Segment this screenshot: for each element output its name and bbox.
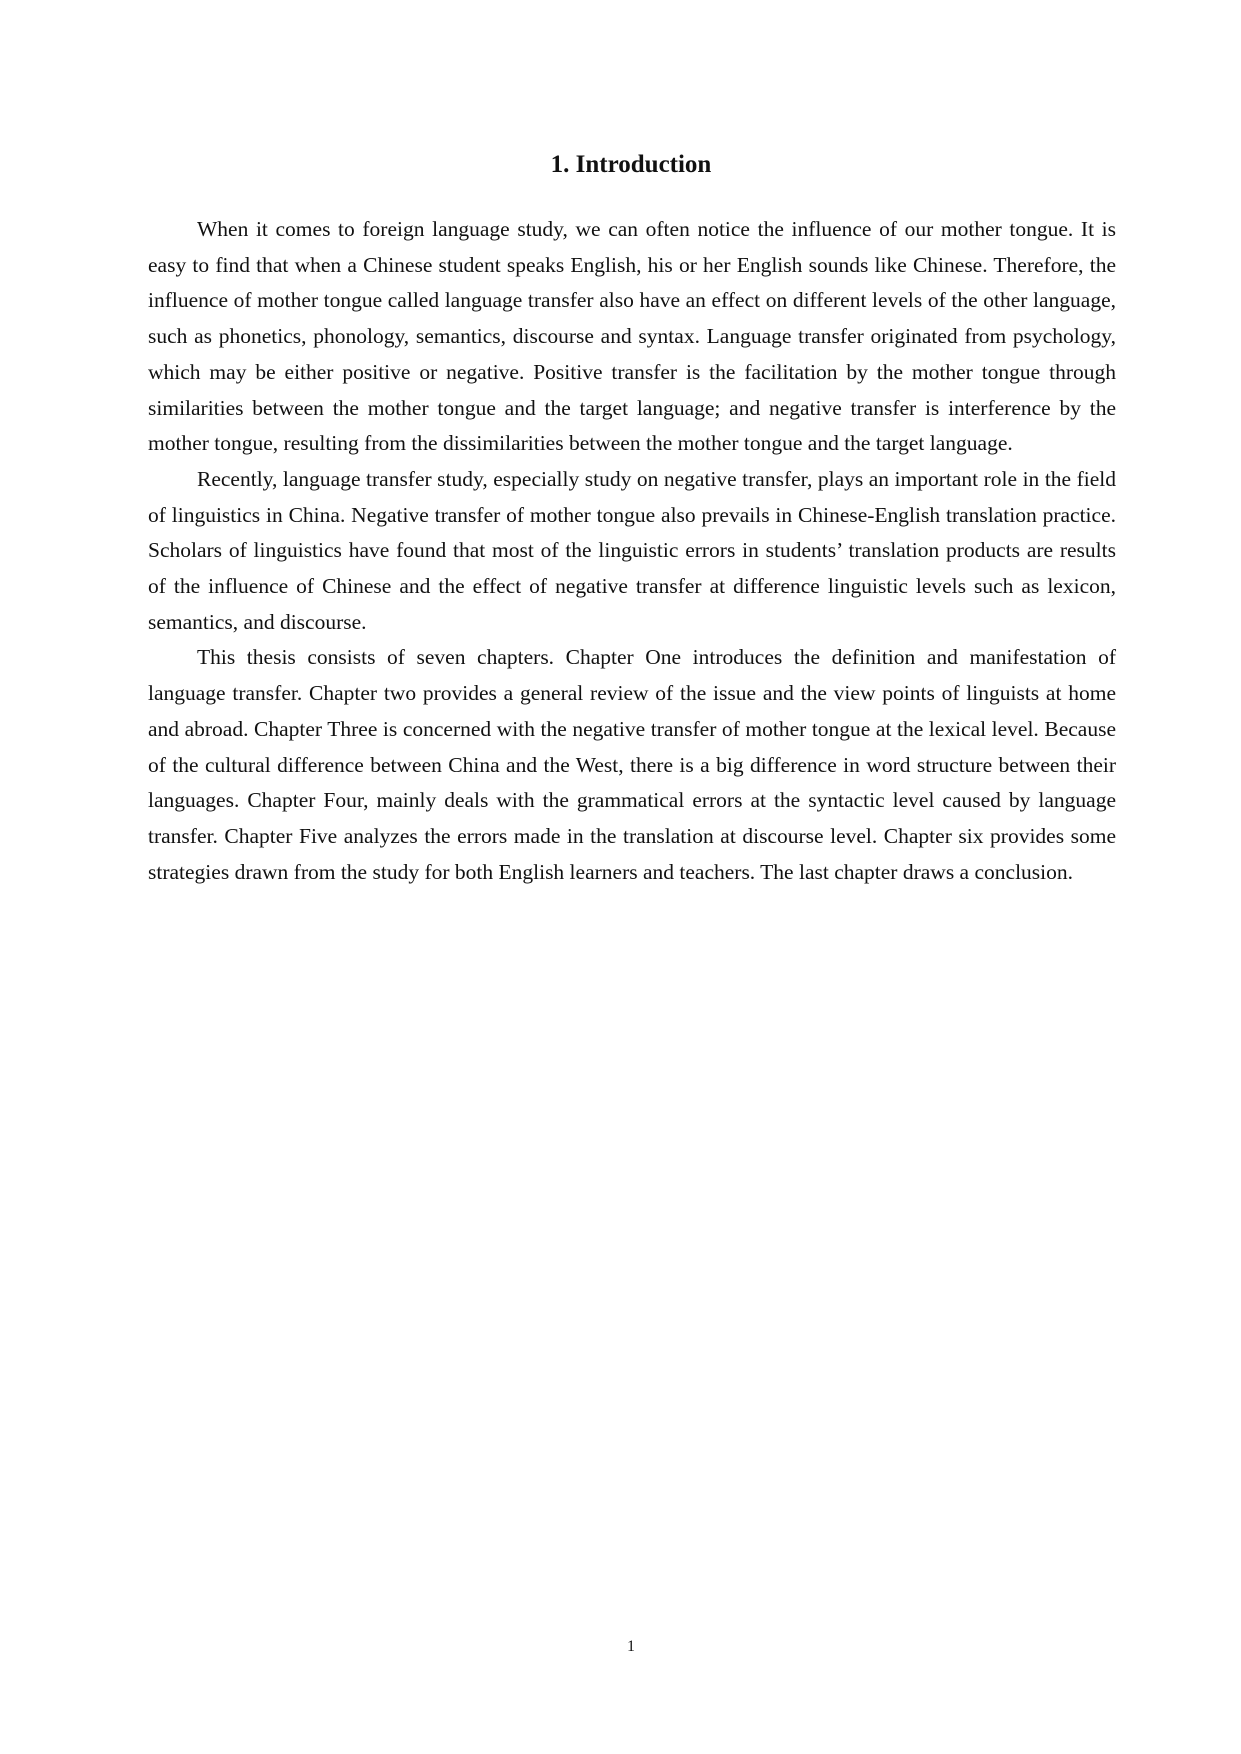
section-heading: 1. Introduction	[550, 151, 712, 178]
paragraph-negative-transfer: Recently, language transfer study, especially study on negative transfer, plays an important role in the field of linguistics in China. Negative transfer of mother tongue also prevails in Chinese-English translation practice. Scholars of linguistics have found that most of the linguistic errors in students’ translation products are results of the influence of Chinese and the effect of negative transfer at difference linguistic levels such as lexicon, semantics, and discourse.	[148, 466, 1116, 634]
page-number: 1	[627, 1638, 635, 1655]
paragraph-thesis-structure: This thesis consists of seven chapters. Chapter One introduces the definition and manifestation of language transfer. Chapter two provides a general review of the issue and the view points of linguists at home and abroad. Chapter Three is concerned with the negative transfer of mother tongue at the lexical level. Because of the cultural difference between China and the West, there is a big difference in word structure between their languages. Chapter Four, mainly deals with the grammatical errors at the syntactic level caused by language transfer. Chapter Five analyzes the errors made in the translation at discourse level. Chapter six provides some strategies drawn from the study for both English learners and teachers. The last chapter draws a conclusion.	[148, 645, 1116, 884]
body-text	[148, 212, 1116, 890]
paragraph-intro: When it comes to foreign language study, we can often notice the influence of our mother tongue. It is easy to find that when a Chinese student speaks English, his or her English sounds like Chinese. Therefore, the influence of mother tongue called language transfer also have an effect on different levels of the other language, such as phonetics, phonology, semantics, discourse and syntax. Language transfer originated from psychology, which may be either positive or negative. Positive transfer is the facilitation by the mother tongue through similarities between the mother tongue and the target language; and negative transfer is interference by the mother tongue, resulting from the dissimilarities between the mother tongue and the target language.	[148, 217, 1116, 456]
